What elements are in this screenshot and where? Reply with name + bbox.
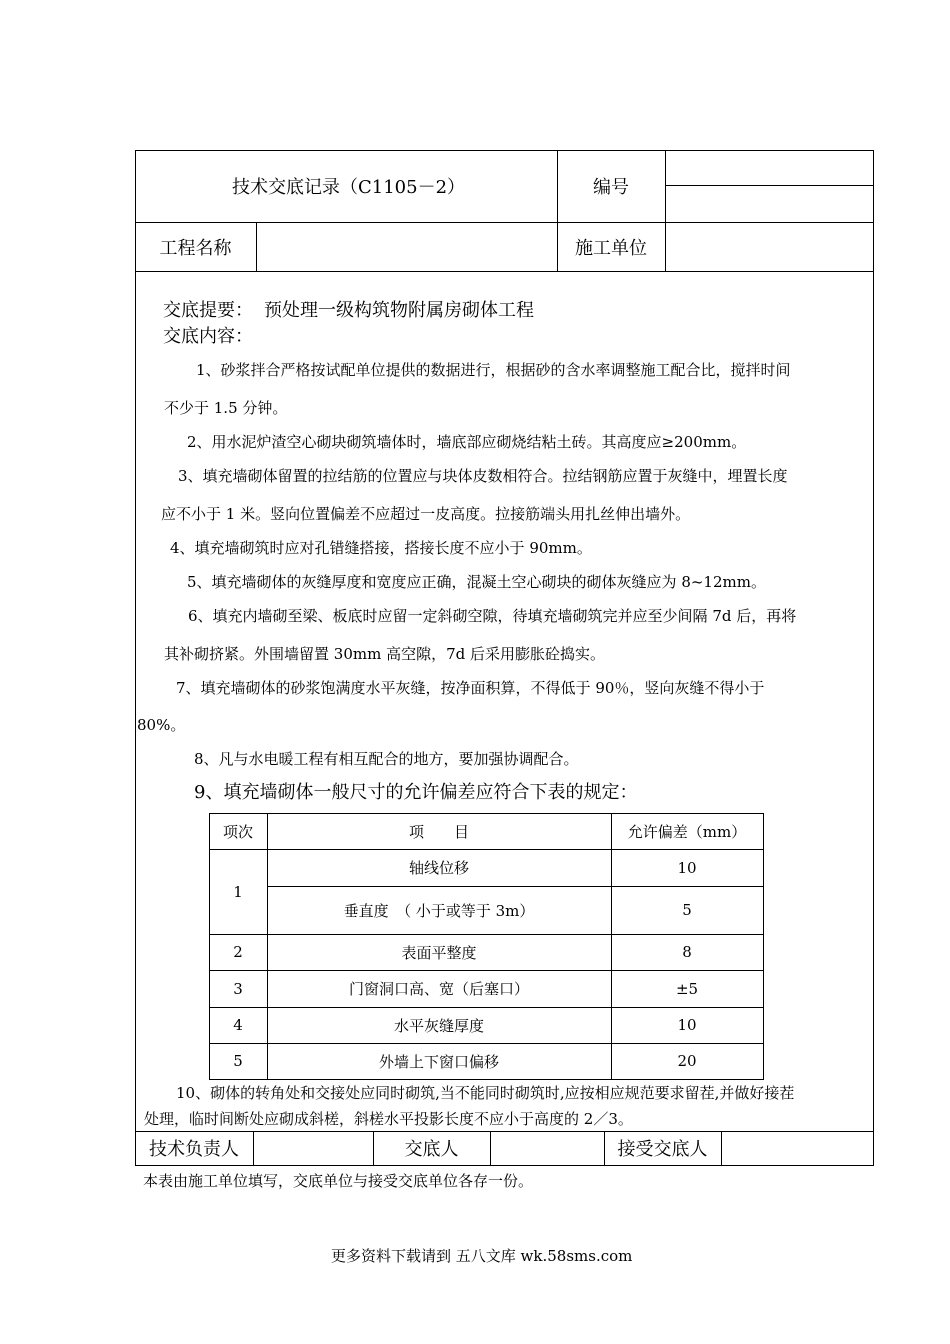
receiver-label: 接受交底人 [617,1139,708,1160]
item-6-line-1: 6、填充内墙砌至梁、板底时应留一定斜砌空隙，待填充墙砌筑完并应至少间隔 7d 后，再将 [188,607,797,625]
table-row-1-no: 1 [233,882,243,901]
item-4: 4、填充墙砌筑时应对孔错缝搭接，搭接长度不应小于 90mm。 [170,539,592,557]
table-row-2-value: 8 [682,943,692,961]
table-row-4-item: 水平灰缝厚度 [393,1016,484,1035]
item-3-line-2: 应不小于 1 米。竖向位置偏差不应超过一皮高度。拉接筋端头用扎丝伸出墙外。 [161,505,691,523]
frame-bottom [135,1165,874,1166]
item-7-line-1: 7、填充墙砌体的砂浆饱满度水平灰缝，按净面积算，不得低于 90％，竖向灰缝不得小于 [176,679,765,697]
frame-left [135,150,136,1166]
number-label: 编号 [593,177,629,198]
table-header-item: 项 目 [408,822,469,841]
table-row-5-no: 5 [233,1052,243,1070]
presenter-value[interactable] [491,1132,604,1165]
item-1-line-2: 不少于 1.5 分钟。 [164,399,288,417]
item-5: 5、填充墙砌体的灰缝厚度和宽度应正确，混凝土空心砌块的砌体灰缝应为 8~12mm。 [187,573,766,591]
item-10-line-1: 10、砌体的转角处和交接处应同时砌筑,当不能同时砌筑时,应按相应规范要求留茬,并做好接茬 [176,1084,795,1102]
receiver-value[interactable] [722,1132,873,1165]
item-7-line-2: 80%。 [137,716,186,734]
table-row-1b-value: 5 [682,901,692,919]
tech-lead-value[interactable] [254,1132,373,1165]
item-2: 2、用水泥炉渣空心砌块砌筑墙体时，墙底部应砌烧结粘土砖。其高度应≥200mm。 [187,433,747,451]
table-header-no: 项次 [222,822,253,841]
project-name-label: 工程名称 [159,237,232,259]
table-row-2-item: 表面平整度 [401,943,477,962]
summary-label: 交底提要： [163,300,253,321]
table-row-3-item: 门窗洞口高、宽（后塞口） [348,980,529,998]
item-9: 9、填充墙砌体一般尺寸的允许偏差应符合下表的规定： [194,782,638,803]
divider [135,271,874,272]
table-row-3-no: 3 [233,979,243,998]
table-row-1b-item: 垂直度 （ 小于或等于 3m） [343,901,535,920]
item-8: 8、凡与水电暖工程有相互配合的地方，要加强协调配合。 [194,750,579,768]
project-name-value[interactable] [257,223,557,271]
content-label: 交底内容： [163,326,253,347]
table-row-2-no: 2 [233,943,243,961]
form-title: 技术交底记录（C1105－2） [232,177,466,198]
table-header-tolerance: 允许偏差（mm） [627,822,747,841]
watermark-link[interactable]: 更多资料下载请到 五八文库 wk.58sms.com [331,1247,633,1265]
table-row-3-value: ±5 [675,979,699,998]
item-1-line-1: 1、砂浆拌合严格按试配单位提供的数据进行，根据砂的含水率调整施工配合比，搅拌时间 [196,361,791,379]
tech-lead-label: 技术负责人 [149,1139,239,1160]
table-row-4-value: 10 [677,1016,697,1034]
summary-text: 预处理一级构筑物附属房砌体工程 [264,300,534,321]
contractor-label: 施工单位 [575,237,647,259]
table-row-5-value: 20 [677,1052,697,1070]
table-row-1a-item: 轴线位移 [408,859,469,877]
table-line [209,1079,764,1080]
footer-note: 本表由施工单位填写，交底单位与接受交底单位各存一份。 [143,1172,534,1190]
number-value-1[interactable] [666,151,873,185]
contractor-value[interactable] [666,223,873,271]
item-6-line-2: 其补砌挤紧。外围墙留置 30mm 高空隙，7d 后采用膨胀砼捣实。 [164,645,605,663]
table-row-5-item: 外墙上下窗口偏移 [378,1052,499,1071]
presenter-label: 交底人 [404,1139,459,1160]
table-line [763,813,764,1080]
table-row-4-no: 4 [233,1016,243,1034]
frame-right [873,150,874,1166]
table-row-1a-value: 10 [677,858,697,877]
item-3-line-1: 3、填充墙砌体留置的拉结筋的位置应与块体皮数相符合。拉结钢筋应置于灰缝中，埋置长度 [178,467,788,485]
number-value-2[interactable] [666,186,873,222]
item-10-line-2: 处理，临时间断处应砌成斜槎，斜槎水平投影长度不应小于高度的 2／3。 [144,1110,633,1128]
